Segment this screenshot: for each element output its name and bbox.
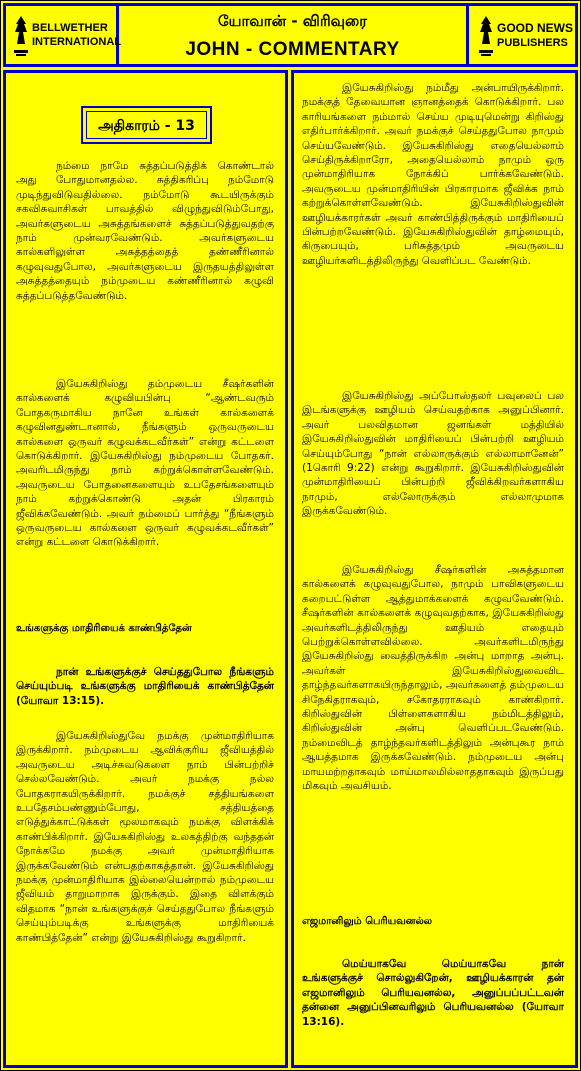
title-tamil: யோவான் - விரிவுரை: [218, 12, 367, 30]
left-paragraph-1: [16, 159, 274, 303]
right-column: [291, 70, 578, 1068]
header-title: [119, 6, 469, 64]
paragraph-text: இயேசுகிறிஸ்து சீஷர்களின் அசுத்தமான கால்களைக் கழுவுவதுபோல, நாமும் பாவிகளுடைய கறைபட்டுள்ள ஆத்துமாக்களைக் கழுவவேண்டும். சீஷர்களின் கால்களைக் கழுவுவதற்காக, இயேசுகிறிஸ்து அவர்களிடத்திலிருந்து ஊதியம் எதையும் பெற்றுக்கொள்ளவில்லை. அவர்களிடமிருந்து இயேசுகிறிஸ்து வைத்திருக்கிற அன்பு மாறாத அன்பு. அவர்கள் இயேசுகிறிஸ்துவைவிட தாழ்ந்தவர்களாகயிருந்தாலும், அவர்களைத் தம்முடைய சிநேகிதராகவும், சகோதரராகவும் காண்கிறார். கிறிஸ்துவின் பிள்ளைகளாகிய நம்மிடத்திலும், கிறிஸ்துவின் அன்பு வெளிப்படவேண்டும். நம்மைவிடத் தாழ்ந்தவர்களிடத்திலும் அன்புகூர நாம் ஆயத்தமாக இருக்கவேண்டும். நம்முடைய அன்பு மாயமற்றதாகவும் மாய்மாலமில்லாததாகவும் இருப்பது மிகவும் அவசியம்.: [302, 564, 564, 793]
left-paragraph-3: [16, 729, 274, 945]
paragraph-text: நம்மை நாமே சுத்தப்படுத்திக் கொண்டால் அது போதுமானதல்ல. சுத்திகரிப்பு நம்மோடு முடிந்துவிடுவதில்லை. நம்மோடு கூடயிருக்கும் சகவிசுவாசிகள் பாவத்தில் விழுந்துவிடும்போது, அவர்களுடைய அசுத்தங்களைச் சுத்தப்படுத்துவதற்கு நாம் முன்வரவேண்டும். அவர்களுடைய கால்களிலுள்ள அசுத்தத்தைத் தண்ணீரினால் கழுவுவதுபோல, அவர்களுடைய இருதயத்திலுள்ள அசுத்தத்தையும் நம்முடைய கண்ணீரினால் கழுவி சுத்தப்படுத்தவேண்டும்.: [16, 160, 274, 302]
verse-quote: [16, 665, 274, 708]
section-heading: எஜமானிலும் பெரியவனல்ல: [302, 916, 433, 927]
left-logo-line1: BELLWETHER: [32, 22, 108, 34]
title-english: JOHN - COMMENTARY: [185, 39, 400, 60]
left-paragraph-2: [16, 377, 274, 550]
right-paragraph-1: [302, 81, 564, 268]
paragraph-text: இயேசுகிறிஸ்து தம்முடைய சீஷர்களின் கால்களைக் கழுவியபின்பு “ஆண்டவரும் போதகருமாகிய நானே உங்கள் கால்களைக் கழுவினதுண்டானால், நீங்களும் ஒருவருடைய கால்களை ஒருவர் கழுவக்கடவீர்கள்” என்று கட்டளை கொடுக்கிறார். இயேசுகிறிஸ்து நம்முடைய போதகர். அவரிடமிருந்து நாம் கற்றுக்கொள்ளவேண்டும். அவருடைய போதனைகளையும் உபதேசங்களையும் நாம் கற்றுக்கொண்டு அதன் பிரகாரம் ஜீவிக்கவேண்டும். அவர் நம்மைப் பார்த்து “நீங்களும் ஒருவருடைய கால்களை ஒருவர் கழுவக்கடவீர்கள்” என்று கட்டளை கொடுக்கிறார்.: [16, 378, 274, 549]
good-news-publishers-logo-icon: [477, 14, 495, 58]
right-logo: [469, 6, 575, 64]
verse-quote: [302, 957, 564, 1029]
chapter-box: [81, 106, 212, 144]
section-heading: உங்களுக்கு மாதிரியைக் காண்பித்தேன்: [16, 623, 192, 634]
chapter-title: அதிகாரம் - 13: [86, 111, 207, 139]
right-logo-line2: PUBLISHERS: [497, 37, 568, 49]
paragraph-text: இயேசுகிறிஸ்து அப்போஸ்தலர் பவுலைப் பல இடங்களுக்கு ஊழியம் செய்வதற்காக அனுப்பினார். அவர் பலவிதமான ஜனங்கள் மத்தியில் இயேசுகிறிஸ்துவின் மாதிரியைப் பின்பற்றி ஊழியம் செய்யும்போது “நான் எல்லாருக்கும் எல்லாமானேன்” (1கொரி 9:22) என்று கூறுகிறார். இயேசுகிறிஸ்துவின் முன்மாதிரியைப் பின்பற்றி ஜீவிக்கிறவர்களாகிய நாமும், எல்லோருக்கும் எல்லாமுமாக இருக்கவேண்டும்.: [302, 390, 564, 518]
right-logo-line1: GOOD NEWS: [497, 21, 574, 35]
left-logo: [6, 6, 122, 64]
right-paragraph-3: [302, 563, 564, 794]
left-column: [3, 70, 288, 1068]
verse-text: நான் உங்களுக்குச் செய்ததுபோல நீங்களும் செய்யும்படி உங்களுக்கு மாதிரியைக் காண்பித்தேன் (யோவா 13:15).: [16, 666, 274, 707]
verse-text: மெய்யாகவே மெய்யாகவே நான் உங்களுக்குச் சொல்லுகிறேன், ஊழியக்காரன் தன் எஜமானிலும் பெரியவனல்ல, அனுப்பப்பட்டவன் தன்னை அனுப்பினவரிலும் பெரியவனல்ல (யோவா 13:16).: [302, 958, 564, 1028]
page-header: [3, 3, 578, 67]
bellwether-sheep-logo-icon: [12, 14, 30, 58]
left-logo-line2: INTERNATIONAL: [32, 36, 122, 48]
right-paragraph-2: [302, 389, 564, 519]
paragraph-text: இயேசுகிறிஸ்து நம்மீது அன்பாயிருக்கிறார். நமக்குத் தேவையான ஞானத்தைக் கொடுக்கிறார். பல காரியங்களை நம்மால் செய்ய முடியுமென்று கிறிஸ்து எதிர்பார்க்கிறார். அவர் நமக்குச் செய்ததுபோல நாமும் செய்யவேண்டும். இயேசுகிறிஸ்து எதையெல்லாம் செய்திருக்கிறாரோ, அதையெல்லாம் நாமும் ஒரு முன்மாதிரியாக நோக்கிப் பார்க்கவேண்டும். அவருடைய முன்மாதிரியின் பிரகாரமாக ஜீவிக்க நாம் கற்றுக்கொள்ளவேண்டும். இயேசுகிறிஸ்துவின் ஊழியக்காரர்கள் அவர் காண்பித்திருக்கும் மாதிரியைப் பின்பற்றவேண்டும். இயேசுகிறிஸ்துவின் தாழ்மையும், கிருபையும், பரிசுத்தமும் அவருடைய ஊழியர்களிடத்திலிருந்து வெளிப்பட வேண்டும்.: [302, 82, 564, 267]
paragraph-text: இயேசுகிறிஸ்துவே நமக்கு முன்மாதிரியாக இருக்கிறார். நம்முடைய ஆவிக்குரிய ஜீவியத்தில் அவருடைய அடிச்சுவடுகளை நாம் பின்பற்றிச் செல்லவேண்டும். அவர் நமக்கு நல்ல போதகராகயிருக்கிறார். நமக்குச் சத்தியங்களை உபதேசம்பண்ணும்போது, சத்தியத்தை எடுத்துக்காட்டுக்கள் மூலமாகவும் நமக்கு விளக்கிக் காண்பிக்கிறார். இயேசுகிறிஸ்து உலகத்திற்கு வந்ததன் நோக்கமே நமக்கு அவர் முன்மாதிரியாக இருக்கவேண்டும் என்பதற்காகத்தான். இயேசுகிறிஸ்து நமக்கு முன்மாதிரியாக இல்லையென்றால் நம்முடைய ஜீவியம் தாறுமாறாக இருக்கும். இதை விளக்கும் விதமாக “நான் உங்களுக்குச் செய்ததுபோல நீங்களும் செய்யும்படிக்கு உங்களுக்கு மாதிரியைக் காண்பித்தேன்” என்று இயேசுகிறிஸ்து கூறுகிறார்.: [16, 730, 274, 944]
